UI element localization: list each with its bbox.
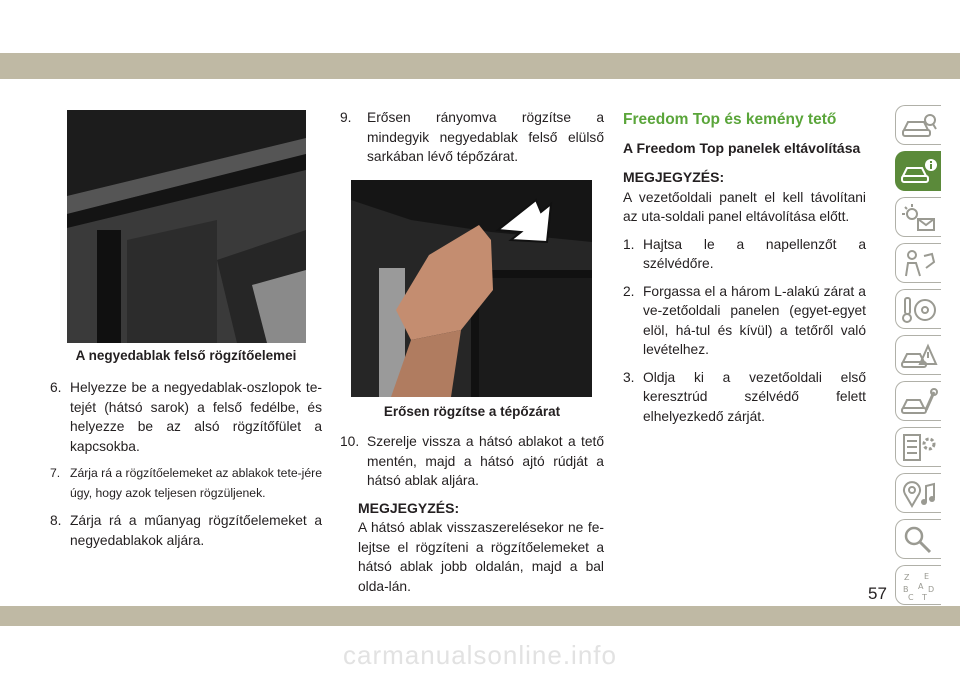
step-text: Zárja rá a műanyag rögzítőelemeket a negyedablakok aljára. bbox=[70, 513, 322, 548]
step-text: Zárja rá a rögzítőelemeket az ablakok tete-jére úgy, hogy azok teljesen rögzüljenek. bbox=[70, 466, 322, 500]
step-number: 2. bbox=[623, 283, 635, 299]
tab-specifications[interactable] bbox=[895, 427, 941, 467]
tab-servicing[interactable] bbox=[895, 381, 941, 421]
tab-index[interactable] bbox=[895, 565, 941, 605]
note-text: A hátsó ablak visszaszerelésekor ne fe-lejtse el rögzíteni a rögzítőelemeket a hátsó ablak jobb oldalán, majd a bal olda-lán. bbox=[358, 520, 604, 594]
step-number: 9. bbox=[340, 110, 352, 125]
step-9 bbox=[340, 108, 604, 167]
note-title: MEGJEGYZÉS: bbox=[358, 499, 460, 516]
step-text: Helyezze be a negyedablak-oszlopok te-tejét (hátsó sarok) a felső fedélbe, és helyezze be az alsó rögzítőfület a kapcsokba. bbox=[70, 380, 322, 454]
index-letter: T bbox=[922, 593, 927, 602]
note-text: A vezetőoldali panelt el kell távolítani az uta-soldali panel eltávolítása előtt. bbox=[623, 189, 866, 224]
photo-velcro-drawing bbox=[351, 180, 592, 397]
car-warning-icon bbox=[900, 340, 938, 372]
header-band bbox=[0, 53, 960, 79]
page-number: 57 bbox=[868, 584, 887, 603]
footer-band bbox=[0, 606, 960, 626]
step-text: Hajtsa le a napellenzőt a szélvédőre. bbox=[643, 236, 866, 271]
step-text: Oldja ki a vezetőoldali első keresztrúd szélvédő felett elhelyezkedő zárját. bbox=[643, 369, 866, 424]
step-7 bbox=[50, 464, 322, 503]
column-middle-bottom bbox=[340, 432, 604, 596]
step-number: 6. bbox=[50, 380, 62, 395]
tab-car-magnifier[interactable] bbox=[895, 105, 941, 145]
step-10 bbox=[340, 432, 604, 491]
tab-warning-lights[interactable] bbox=[895, 197, 941, 237]
index-letter: E bbox=[924, 572, 930, 581]
car-magnifier-icon bbox=[900, 110, 938, 142]
index-letter: C bbox=[908, 593, 914, 602]
photo-caption-velcro: Erősen rögzítse a tépőzárat bbox=[383, 404, 561, 419]
column-left bbox=[50, 378, 322, 550]
photo-quarter-window-drawing bbox=[67, 110, 306, 343]
step-number: 1. bbox=[623, 236, 635, 252]
step-text: Forgassa el a három L-alakú zárat a ve-zetőoldali panelen (egyet-egyet elöl, há-tul és kívül) a tetőről való levételhez. bbox=[643, 283, 866, 357]
warning-lights-mail-icon bbox=[900, 202, 938, 234]
tab-car-info[interactable] bbox=[895, 151, 941, 191]
chapter-tabs bbox=[895, 105, 941, 611]
tab-customer-assistance[interactable] bbox=[895, 519, 941, 559]
sub-title: A Freedom Top panelek eltávolítása bbox=[623, 139, 861, 156]
tab-multimedia[interactable] bbox=[895, 473, 941, 513]
alphabet-index-icon bbox=[900, 570, 938, 602]
index-letter: D bbox=[928, 585, 935, 594]
step-text: Erősen rányomva rögzítse a mindegyik negyedablak felső elülső sarkában lévő tépőzárat. bbox=[367, 110, 604, 164]
watermark-text: carmanualsonline.info bbox=[343, 640, 617, 670]
step-number: 3. bbox=[623, 369, 635, 385]
step-number: 10. bbox=[340, 434, 360, 449]
index-letter: A bbox=[918, 582, 924, 591]
step-number: 8. bbox=[50, 513, 62, 528]
checklist-gear-icon bbox=[900, 432, 938, 464]
person-airbag-icon bbox=[900, 248, 938, 280]
index-letter: B bbox=[903, 585, 909, 594]
step-6 bbox=[50, 378, 322, 456]
location-music-icon bbox=[900, 478, 938, 510]
photo-quarter-window-fasteners bbox=[67, 110, 306, 343]
section-title: Freedom Top és kemény tető bbox=[623, 111, 837, 128]
car-info-icon bbox=[900, 156, 938, 188]
column-right bbox=[623, 110, 866, 426]
step-2 bbox=[623, 282, 866, 360]
car-wrench-icon bbox=[900, 386, 938, 418]
column-middle-top bbox=[340, 108, 604, 167]
note-title: MEGJEGYZÉS: bbox=[623, 169, 725, 185]
tab-emergency[interactable] bbox=[895, 335, 941, 375]
key-steering-wheel-icon bbox=[900, 294, 938, 326]
step-3 bbox=[623, 368, 866, 427]
step-text: Szerelje vissza a hátsó ablakot a tető mentén, majd a hátsó ajtó rúdját a hátsó ablak aljára. bbox=[367, 434, 604, 488]
step-number: 7. bbox=[50, 466, 61, 480]
step-1 bbox=[623, 235, 866, 274]
photo-caption-quarter-window: A negyedablak felső rögzítőelemei bbox=[75, 348, 297, 363]
photo-velcro-fastening bbox=[351, 180, 592, 397]
index-letter: Z bbox=[904, 573, 910, 582]
tab-starting-driving[interactable] bbox=[895, 289, 941, 329]
step-8 bbox=[50, 511, 322, 550]
search-icon bbox=[900, 524, 938, 556]
tab-safety[interactable] bbox=[895, 243, 941, 283]
